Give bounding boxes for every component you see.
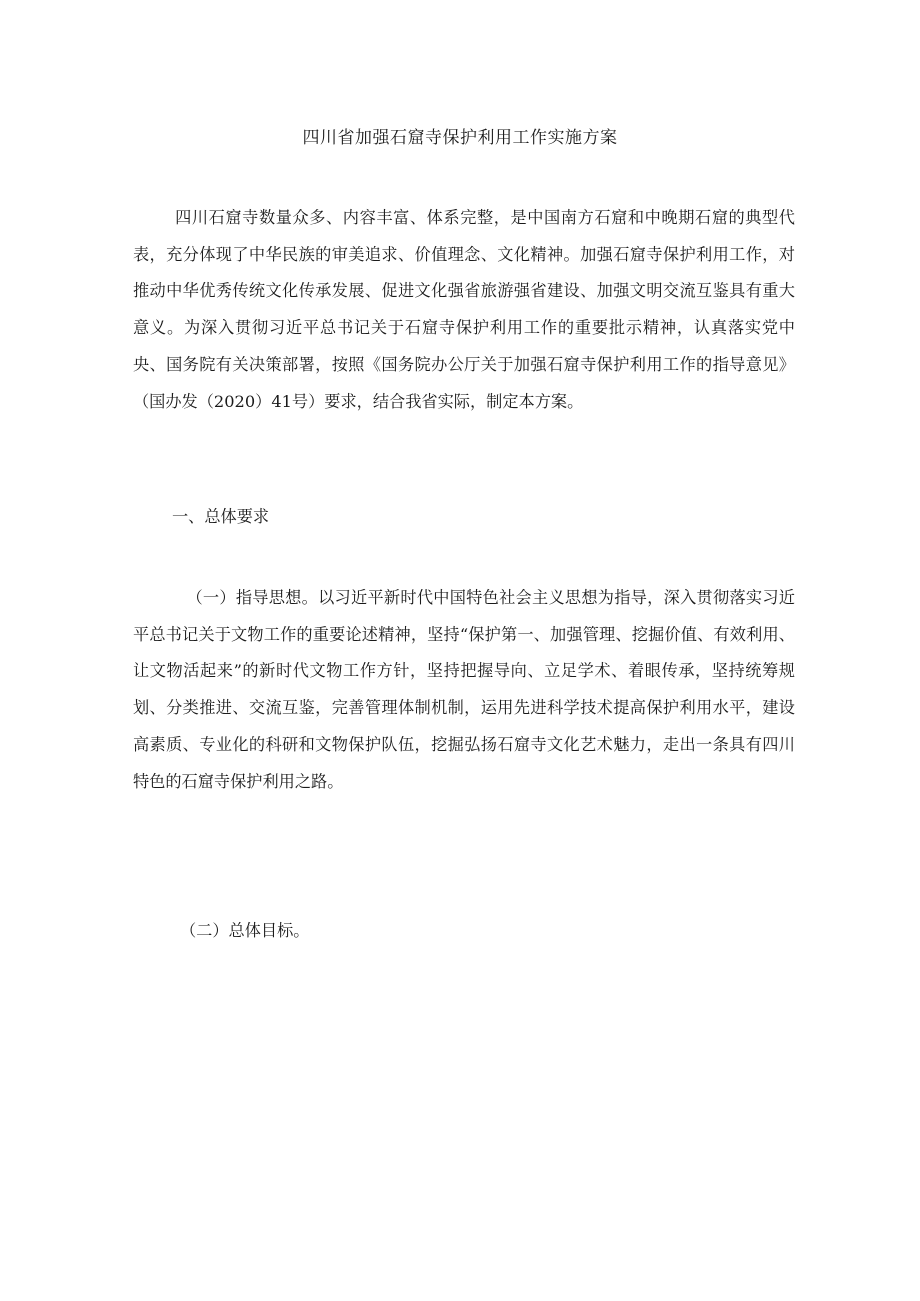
subsection-heading-overall-goals: （二）总体目标。 xyxy=(180,921,310,940)
section-heading-general-requirements: 一、总体要求 xyxy=(172,507,270,526)
intro-paragraph: 四川石窟寺数量众多、内容丰富、体系完整，是中国南方石窟和中晚期石窟的典型代表，充分体现了中华民族的审美追求、价值理念、文化精神。加强石窟寺保护利用工作，对推动中华优秀传统文化传承发展、促进文化强省旅游强省建设、加强文明交流互鉴具有重大意义。为深入贯彻习近平总书记关于石窟寺保护利用工作的重要批示精神，认真落实党中央、国务院有关决策部署，按照《国务院办公厅关于加强石窟寺保护利用工作的指导意见》（国办发（2020）41号）要求，结合我省实际，制定本方案。 xyxy=(133,208,795,411)
document-title: 四川省加强石窟寺保护利用工作实施方案 xyxy=(302,128,618,148)
guiding-thought-paragraph: （一）指导思想。以习近平新时代中国特色社会主义思想为指导，深入贯彻落实习近平总书记关于文物工作的重要论述精神，坚持“保护第一、加强管理、挖掘价值、有效利用、让文物活起来”的新时代文物工作方针，坚持把握导向、立足学术、着眼传承，坚持统筹规划、分类推进、交流互鉴，完善管理体制机制，运用先进科学技术提高保护利用水平，建设高素质、专业化的科研和文物保护队伍，挖掘弘扬石窟寺文化艺术魅力，走出一条具有四川特色的石窟寺保护利用之路。 xyxy=(133,588,795,791)
